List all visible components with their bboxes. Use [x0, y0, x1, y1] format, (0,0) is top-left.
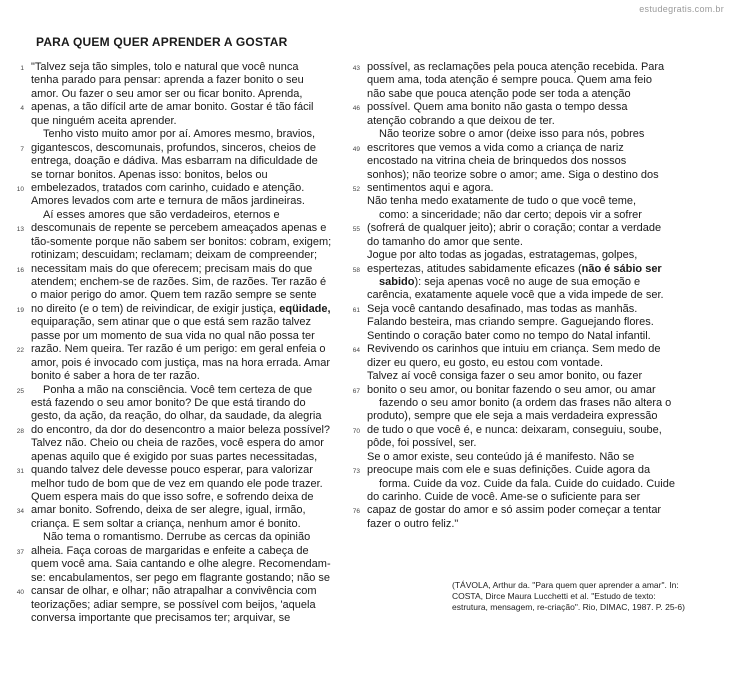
text-line: [16, 464, 356, 477]
bibliographic-reference: [452, 580, 722, 613]
text-line: [367, 115, 692, 128]
line-text: atenção cobrando a que deixou de ter.: [367, 114, 555, 127]
text-line: [31, 572, 356, 585]
text-line: [352, 423, 692, 437]
line-text: quando talvez dele devesse pouco esperar, para valorizar: [31, 464, 313, 477]
line-text: Tenho visto muito amor por aí. Amores mesmo, bravios,: [43, 128, 316, 141]
line-text: teorizações; adiar sempre, se possível com beijos, 'aquela: [31, 598, 316, 611]
text-line: [367, 518, 692, 531]
line-text: gigantescos, descomunais, profundos, sinceros, cheios de: [31, 141, 316, 154]
text-line: [367, 357, 692, 370]
line-number: 43: [352, 65, 360, 72]
text-line: [352, 101, 692, 114]
text-line: [367, 451, 692, 464]
text-line: [20, 101, 356, 114]
text-line: [31, 491, 356, 504]
line-text: preocupe mais com ele e suas definições. Cuide agora da: [367, 464, 651, 477]
line-text: se tornar bonitos. Apenas isso: bonitos, belos ou: [31, 168, 268, 181]
text-line: [31, 478, 356, 491]
text-line: [352, 383, 692, 397]
text-line: [20, 61, 356, 74]
text-line: [31, 316, 356, 329]
text-line: [367, 478, 692, 491]
line-text: Revivendo os carinhos que intuiu em criança. Sem medo de: [367, 343, 661, 356]
text-line: [16, 181, 356, 195]
line-text: dizer eu quero, eu gosto, eu estou com vontade.: [367, 356, 604, 369]
line-number: 49: [352, 145, 360, 153]
line-number: 7: [20, 145, 24, 153]
line-text: que ninguém aceita aprender.: [31, 114, 177, 127]
text-line: [16, 222, 356, 235]
text-line: [31, 115, 356, 128]
line-text: Ponha a mão na consciência. Você tem certeza de que: [43, 383, 313, 396]
text-line: [31, 289, 356, 302]
line-text: encostado na vitrina cheia de brinquedos dos nossos: [367, 155, 627, 168]
text-line: [31, 249, 356, 262]
line-text: fazer o outro feliz.": [367, 517, 459, 530]
line-text: possível. Quem ama bonito não gasta o tempo dessa: [367, 101, 628, 114]
line-text: sabido): seja apenas você no auge de sua emoção e: [379, 276, 641, 288]
line-text: equiparação, sem atinar que o que está sem razão talvez: [31, 316, 312, 329]
line-text: como: a sinceridade; não dar certo; depois vir a sofrer: [379, 208, 642, 221]
text-line: [367, 491, 692, 504]
text-line: [367, 316, 692, 329]
line-text: no direito (e o tem) de reivindicar, de exigir justiça, eqüidade,: [31, 302, 331, 315]
text-line: [367, 410, 692, 423]
text-line: [31, 330, 356, 343]
text-line: [367, 74, 692, 87]
text-line: [31, 451, 356, 464]
text-line: [16, 383, 356, 397]
line-text: (sofrerá de qualquer jeito); abrir o coração; contar a verdade: [367, 222, 662, 235]
line-text: necessitam mais do que oferecem; precisam mais do que: [31, 262, 313, 275]
line-text: pôde, foi possível, ser.: [367, 437, 477, 450]
left-text-column: [16, 61, 356, 625]
text-line: [367, 236, 692, 249]
text-line: [352, 504, 692, 517]
line-text: apenas aquilo que é exigido por suas partes necessitadas,: [31, 450, 318, 463]
line-text: apenas, a tão difícil arte de amar bonito. Gostar é tão fácil: [31, 101, 314, 114]
text-line: [31, 518, 356, 531]
line-number: 64: [352, 347, 360, 355]
text-line: [367, 289, 692, 302]
text-line: [31, 128, 356, 141]
line-text: Seja você cantando desafinado, mas todas as manhãs.: [367, 302, 638, 315]
line-number: 58: [352, 266, 360, 274]
line-text: sonhos); não teorize sobre o amor; ame. Siga o destino dos: [367, 168, 659, 181]
line-number: 40: [16, 589, 24, 597]
page-title: PARA QUEM QUER APRENDER A GOSTAR: [36, 35, 288, 49]
text-line: [16, 343, 356, 356]
text-line: [367, 370, 692, 383]
text-line: [31, 357, 356, 370]
text-line: [352, 61, 692, 74]
text-line: [367, 276, 692, 289]
line-text: Jogue por alto todas as jogadas, estratagemas, golpes,: [367, 249, 638, 262]
line-text: não sabe que pouca atenção pode ser toda a atenção: [367, 87, 631, 100]
reference-line: estrutura, mensagem, re-criação". Rio, DIMAC, 1987. P. 25-6): [452, 602, 685, 612]
line-text: Aí esses amores que são verdadeiros, eternos e: [43, 208, 280, 221]
text-line: [20, 141, 356, 155]
line-text: "Talvez seja tão simples, tolo e natural que você nunca: [31, 61, 299, 73]
line-number: 13: [16, 226, 24, 234]
line-text: tenha parado para pensar: aprenda a fazer bonito o seu: [31, 74, 304, 87]
line-number: 22: [16, 347, 24, 355]
line-text: sentimentos aqui e agora.: [367, 181, 494, 194]
text-line: [352, 343, 692, 356]
line-text: embelezados, tratados com carinho, cuidado e atenção.: [31, 181, 305, 194]
line-text: amar bonito. Sofrendo, deixa de ser alegre, igual, irmão,: [31, 504, 306, 517]
line-text: do encontro, da dor do desencontro a maior beleza possível?: [31, 423, 331, 436]
text-line: [367, 128, 692, 141]
line-number: 61: [352, 306, 360, 314]
text-line: [16, 302, 356, 316]
line-number: 73: [352, 468, 360, 476]
text-line: [31, 276, 356, 289]
line-text: do tamanho do amor que sente.: [367, 235, 523, 248]
line-number: 76: [352, 508, 360, 516]
line-text: está fazendo o seu amor bonito? De que está tirando do: [31, 396, 306, 409]
text-line: [31, 195, 356, 208]
line-text: razão. Nem queira. Ter razão é um perigo: em geral enfeia o: [31, 343, 326, 356]
reference-line: COSTA, Dirce Maura Lucchetti et al. "Estudo de texto:: [452, 591, 656, 601]
line-text: Falando besteira, mas criando sempre. Gaguejando flores.: [367, 316, 654, 329]
text-line: [367, 437, 692, 450]
line-number: 28: [16, 427, 24, 435]
line-text: capaz de gostar do amor e só assim poder começar a tentar: [367, 504, 662, 517]
text-line: [31, 410, 356, 423]
line-number: 1: [20, 65, 24, 72]
line-text: de tudo o que você é, e nunca: deixaram, conseguiu, soube,: [367, 423, 662, 436]
line-number: 67: [352, 387, 360, 395]
text-line: [31, 74, 356, 87]
text-line: [367, 155, 692, 168]
line-text: passe por um momento de sua vida no qual não possa ter: [31, 329, 315, 342]
line-number: 10: [16, 185, 24, 193]
text-line: [352, 222, 692, 235]
text-line: [31, 370, 356, 383]
line-text: amor. Ou fazer o seu amor ser ou ficar bonito. Aprenda,: [31, 87, 303, 100]
line-text: Não tema o romantismo. Derrube as cercas da opinião: [43, 531, 311, 544]
line-text: o maior perigo do amor. Quem tem razão sempre se sente: [31, 289, 317, 302]
line-text: bonito o seu amor, ou bonitar fazendo o seu amor, ou amar: [367, 383, 656, 396]
line-text: bonito é saber a hora de ter razão.: [31, 370, 200, 383]
line-text: entrega, doação e dádiva. Mas esbarram na dificuldade de: [31, 155, 318, 168]
line-text: quem você ama. Saia cantando e olhe alegre. Recomendam-: [31, 558, 331, 571]
line-text: amor, pois é invocado com justiça, mas na hora errada. Amar: [31, 356, 330, 369]
text-line: [367, 88, 692, 101]
line-text: Talvez aí você consiga fazer o seu amor bonito, ou fazer: [367, 370, 643, 383]
line-text: fazendo o seu amor bonito (a ordem das frases não altera o: [379, 396, 672, 409]
line-number: 55: [352, 226, 360, 234]
right-text-column: [352, 61, 692, 531]
line-text: Não teorize sobre o amor (deixe isso para nós, pobres: [379, 128, 645, 141]
line-text: do carinho. Cuide de você. Ame-se o suficiente para ser: [367, 491, 641, 503]
line-text: carência, exatamente aquele você que a vida impede de ser.: [367, 289, 664, 302]
line-text: gesto, da ação, da reação, do olhar, da saudade, da alegria: [31, 410, 322, 423]
text-line: [367, 330, 692, 343]
line-text: escritores que vemos a vida como a criança de nariz: [367, 141, 624, 154]
line-text: possível, as reclamações pela pouca atenção recebida. Para: [367, 61, 665, 73]
text-line: [31, 397, 356, 410]
text-line: [367, 249, 692, 262]
line-text: alheia. Faça coroas de margaridas e enfeite a cabeça de: [31, 544, 309, 557]
line-text: Sentindo o coração bater como no tempo do Natal infantil.: [367, 329, 651, 342]
line-text: Amores levados com arte e ternura de mãos jardineiras.: [31, 195, 305, 208]
line-text: quem ama, toda atenção é sempre pouca. Quem ama feio: [367, 74, 652, 87]
line-number: 19: [16, 306, 24, 314]
line-number: 46: [352, 105, 360, 113]
line-number: 37: [16, 548, 24, 556]
line-number: 70: [352, 427, 360, 435]
line-text: se: encabulamentos, ser pego em flagrante gostando; não se: [31, 571, 331, 584]
text-line: [367, 195, 692, 208]
text-line: [31, 169, 356, 182]
text-line: [367, 169, 692, 182]
text-line: [31, 558, 356, 571]
line-number: 34: [16, 508, 24, 516]
line-text: descomunais de repente se percebem ameaçados apenas e: [31, 222, 327, 235]
line-text: melhor tudo de bom que de vez em quando ele pode trazer.: [31, 477, 323, 490]
text-line: [16, 585, 356, 598]
reference-line: (TÁVOLA, Arthur da. "Para quem quer aprender a amar". In:: [452, 580, 679, 590]
text-line: [31, 612, 356, 625]
text-line: [31, 236, 356, 249]
line-text: forma. Cuide da voz. Cuide da fala. Cuide do cuidado. Cuide: [379, 477, 675, 490]
text-line: [31, 599, 356, 612]
text-line: [16, 262, 356, 276]
text-line: [352, 464, 692, 477]
text-line: [31, 209, 356, 222]
text-line: [31, 155, 356, 168]
text-line: [352, 141, 692, 155]
line-number: 25: [16, 387, 24, 395]
line-text: produto), sempre que ele seja a mais verdadeira expressão: [367, 410, 658, 423]
line-text: Se o amor existe, seu conteúdo já é manifesto. Não se: [367, 450, 635, 463]
text-line: [16, 504, 356, 517]
line-number: 4: [20, 105, 24, 113]
line-text: Não tenha medo exatamente de tudo o que você teme,: [367, 195, 637, 208]
line-number: 31: [16, 468, 24, 476]
line-number: 52: [352, 185, 360, 193]
line-text: atendem; enchem-se de razões. Sim, de razões. Ter razão é: [31, 276, 327, 288]
line-text: Quem espera mais do que isso sofre, e sofrendo deixa de: [31, 491, 314, 503]
text-line: [16, 423, 356, 437]
text-line: [352, 181, 692, 195]
line-text: rotinizam; descuidam; reclamam; deixam de compreender;: [31, 249, 318, 262]
text-line: [16, 544, 356, 558]
text-line: [352, 302, 692, 316]
line-text: conversa importante que precisamos ter; arquivar, se: [31, 611, 291, 624]
text-line: [31, 88, 356, 101]
text-line: [367, 209, 692, 222]
text-line: [352, 262, 692, 276]
line-number: 16: [16, 266, 24, 274]
text-line: [367, 397, 692, 410]
line-text: criança. E sem soltar a criança, nenhum amor é bonito.: [31, 517, 301, 530]
text-line: [31, 437, 356, 450]
line-text: cansar de olhar, e olhar; não atrapalhar a convivência com: [31, 585, 317, 598]
line-text: tão-somente porque não sabem ser bonitos: cobram, exigem;: [31, 235, 332, 248]
text-line: [31, 531, 356, 544]
line-text: espertezas, atitudes sabidamente eficazes (não é sábio ser: [367, 262, 662, 275]
line-text: Talvez não. Cheio ou cheia de razões, você espera do amor: [31, 437, 324, 450]
site-watermark: estudegratis.com.br: [639, 4, 724, 14]
